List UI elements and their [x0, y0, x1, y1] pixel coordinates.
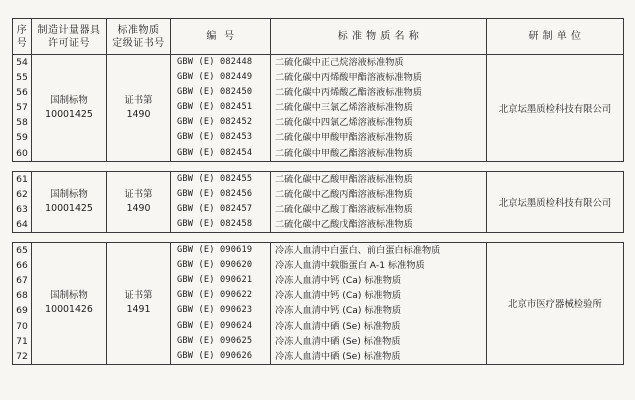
developer-unit: 北京坛墨质检科技有限公司: [498, 103, 612, 115]
developer-unit: 北京市医疗器械检验所: [508, 299, 602, 311]
certificate-number: 1490: [126, 108, 151, 120]
standard-name-cell: [271, 171, 487, 232]
seq-number: 66: [16, 260, 28, 272]
seq-number: 72: [16, 350, 28, 362]
seq-number: 61: [16, 173, 28, 185]
standard-code: GBW (E) 082452: [177, 117, 253, 128]
standard-code: GBW (E) 082450: [177, 87, 253, 98]
standard-code: GBW (E) 082448: [177, 57, 253, 67]
license-number-cell: [32, 55, 107, 162]
table-row-group: [13, 243, 624, 365]
standard-code: GBW (E) 090626: [177, 350, 253, 361]
standard-code: GBW (E) 082453: [177, 132, 253, 143]
seq-number: 62: [16, 188, 28, 200]
license-number-cell: [32, 171, 107, 232]
header-code-text: 编 号: [206, 31, 235, 42]
license-number: 国制标物: [50, 94, 88, 106]
header-cert: [107, 19, 171, 55]
standard-name: 冷冻人血清中载脂蛋白 A-1 标准物质: [275, 260, 425, 272]
standard-code: GBW (E) 090625: [177, 335, 253, 346]
header-name-text: 标 准 物 质 名 称: [337, 31, 420, 42]
group-separator: [13, 161, 624, 171]
standard-name-cell: [271, 243, 487, 365]
license-number: 国制标物: [50, 290, 88, 302]
certificate-number: 1491: [126, 304, 151, 316]
group-separator: [13, 233, 624, 243]
standard-code: GBW (E) 090621: [177, 275, 253, 286]
standards-table: [12, 18, 624, 365]
standard-code: GBW (E) 090624: [177, 320, 253, 331]
table-body: [13, 55, 624, 365]
standard-code-cell: [171, 55, 271, 162]
certificate-number: 证书第: [124, 94, 153, 106]
standard-name: 冷冻人血清中硒 (Se) 标准物质: [275, 350, 401, 362]
seq-number-cell: [13, 171, 32, 232]
header-code: [171, 19, 271, 55]
seq-number: 70: [16, 320, 28, 332]
seq-number-cell: [13, 55, 32, 162]
standard-name: 二硫化碳中乙酸丙酯溶液标准物质: [275, 188, 413, 200]
header-cert-text: 标准物质 定级证书号: [112, 24, 165, 49]
standard-name: 冷冻人血清中钙 (Ca) 标准物质: [275, 305, 402, 317]
seq-number: 65: [16, 245, 28, 257]
standard-name: 冷冻人血清中白蛋白、前白蛋白标准物质: [275, 245, 441, 257]
license-number: 国制标物: [50, 188, 88, 200]
standard-code: GBW (E) 082458: [177, 218, 253, 229]
standard-name: 冷冻人血清中钙 (Ca) 标准物质: [275, 290, 402, 302]
seq-number: 67: [16, 275, 28, 287]
certificate-number-cell: [107, 243, 171, 365]
standard-code: GBW (E) 090619: [177, 245, 253, 256]
developer-unit-cell: [487, 171, 624, 232]
standard-name-cell: [271, 55, 487, 162]
header-seq: [13, 19, 32, 55]
standard-name: 二硫化碳中甲酸甲酯溶液标准物质: [275, 132, 413, 144]
standard-name: 二硫化碳中丙烯酸乙酯溶液标准物质: [275, 87, 422, 99]
standard-name: 二硫化碳中四氯乙烯溶液标准物质: [275, 117, 413, 129]
standard-name: 二硫化碳中乙酸戊酯溶液标准物质: [275, 218, 413, 230]
seq-number: 71: [16, 335, 28, 347]
seq-number: 56: [16, 87, 28, 99]
standard-name: 二硫化碳中甲酸乙酯溶液标准物质: [275, 147, 413, 159]
seq-number-cell: [13, 243, 32, 365]
developer-unit: 北京坛墨质检科技有限公司: [498, 197, 612, 209]
certificate-number: 1490: [126, 202, 151, 214]
table-row-group: [13, 171, 624, 232]
seq-number: 54: [16, 57, 28, 68]
seq-number: 63: [16, 203, 28, 215]
standard-code: GBW (E) 090620: [177, 260, 253, 271]
standard-code: GBW (E) 082449: [177, 72, 253, 83]
table-row-group: [13, 55, 624, 162]
seq-number: 69: [16, 305, 28, 317]
standard-name: 二硫化碳中乙酸甲酯溶液标准物质: [275, 173, 413, 185]
standard-name: 二硫化碳中乙酸丁酯溶液标准物质: [275, 203, 413, 215]
standard-name: 冷冻人血清中钙 (Ca) 标准物质: [275, 275, 402, 287]
group-separator-cell: [13, 233, 624, 243]
developer-unit-cell: [487, 55, 624, 162]
certificate-number: 证书第: [124, 188, 153, 200]
standard-code-cell: [171, 243, 271, 365]
license-number-cell: [32, 243, 107, 365]
seq-number: 68: [16, 290, 28, 302]
license-number: 10001425: [45, 202, 93, 214]
standard-code: GBW (E) 082457: [177, 203, 253, 214]
header-license: [32, 19, 107, 55]
standard-code: GBW (E) 090623: [177, 305, 253, 316]
header-seq-text: 序 号: [16, 24, 28, 49]
seq-number: 58: [16, 117, 28, 129]
header-name: [271, 19, 487, 55]
standard-name: 冷冻人血清中硒 (Se) 标准物质: [275, 320, 401, 332]
license-number: 10001425: [45, 108, 93, 120]
standard-code: GBW (E) 090622: [177, 290, 253, 301]
standard-code: GBW (E) 082451: [177, 102, 253, 113]
standard-code: GBW (E) 082454: [177, 147, 253, 158]
license-number: 10001426: [45, 304, 93, 316]
standard-code: GBW (E) 082455: [177, 173, 253, 184]
seq-number: 60: [16, 147, 28, 159]
certificate-number-cell: [107, 55, 171, 162]
standard-name: 二硫化碳中正己烷溶液标准物质: [275, 57, 404, 68]
header-row: [13, 19, 624, 55]
standard-name: 冷冻人血清中硒 (Se) 标准物质: [275, 335, 401, 347]
certificate-number-cell: [107, 171, 171, 232]
seq-number: 64: [16, 218, 28, 230]
developer-unit-cell: [487, 243, 624, 365]
certificate-number: 证书第: [124, 290, 153, 302]
standard-name: 二硫化碳中三氯乙烯溶液标准物质: [275, 102, 413, 114]
standard-name: 二硫化碳中丙烯酸甲酯溶液标准物质: [275, 72, 422, 84]
group-separator-cell: [13, 161, 624, 171]
standard-code: GBW (E) 082456: [177, 188, 253, 199]
seq-number: 57: [16, 102, 28, 114]
header-unit-text: 研 制 单 位: [528, 31, 582, 42]
seq-number: 59: [16, 132, 28, 144]
header-license-text: 制造计量器具 许可证号: [37, 24, 101, 49]
standard-code-cell: [171, 171, 271, 232]
header-unit: [487, 19, 624, 55]
seq-number: 55: [16, 72, 28, 84]
